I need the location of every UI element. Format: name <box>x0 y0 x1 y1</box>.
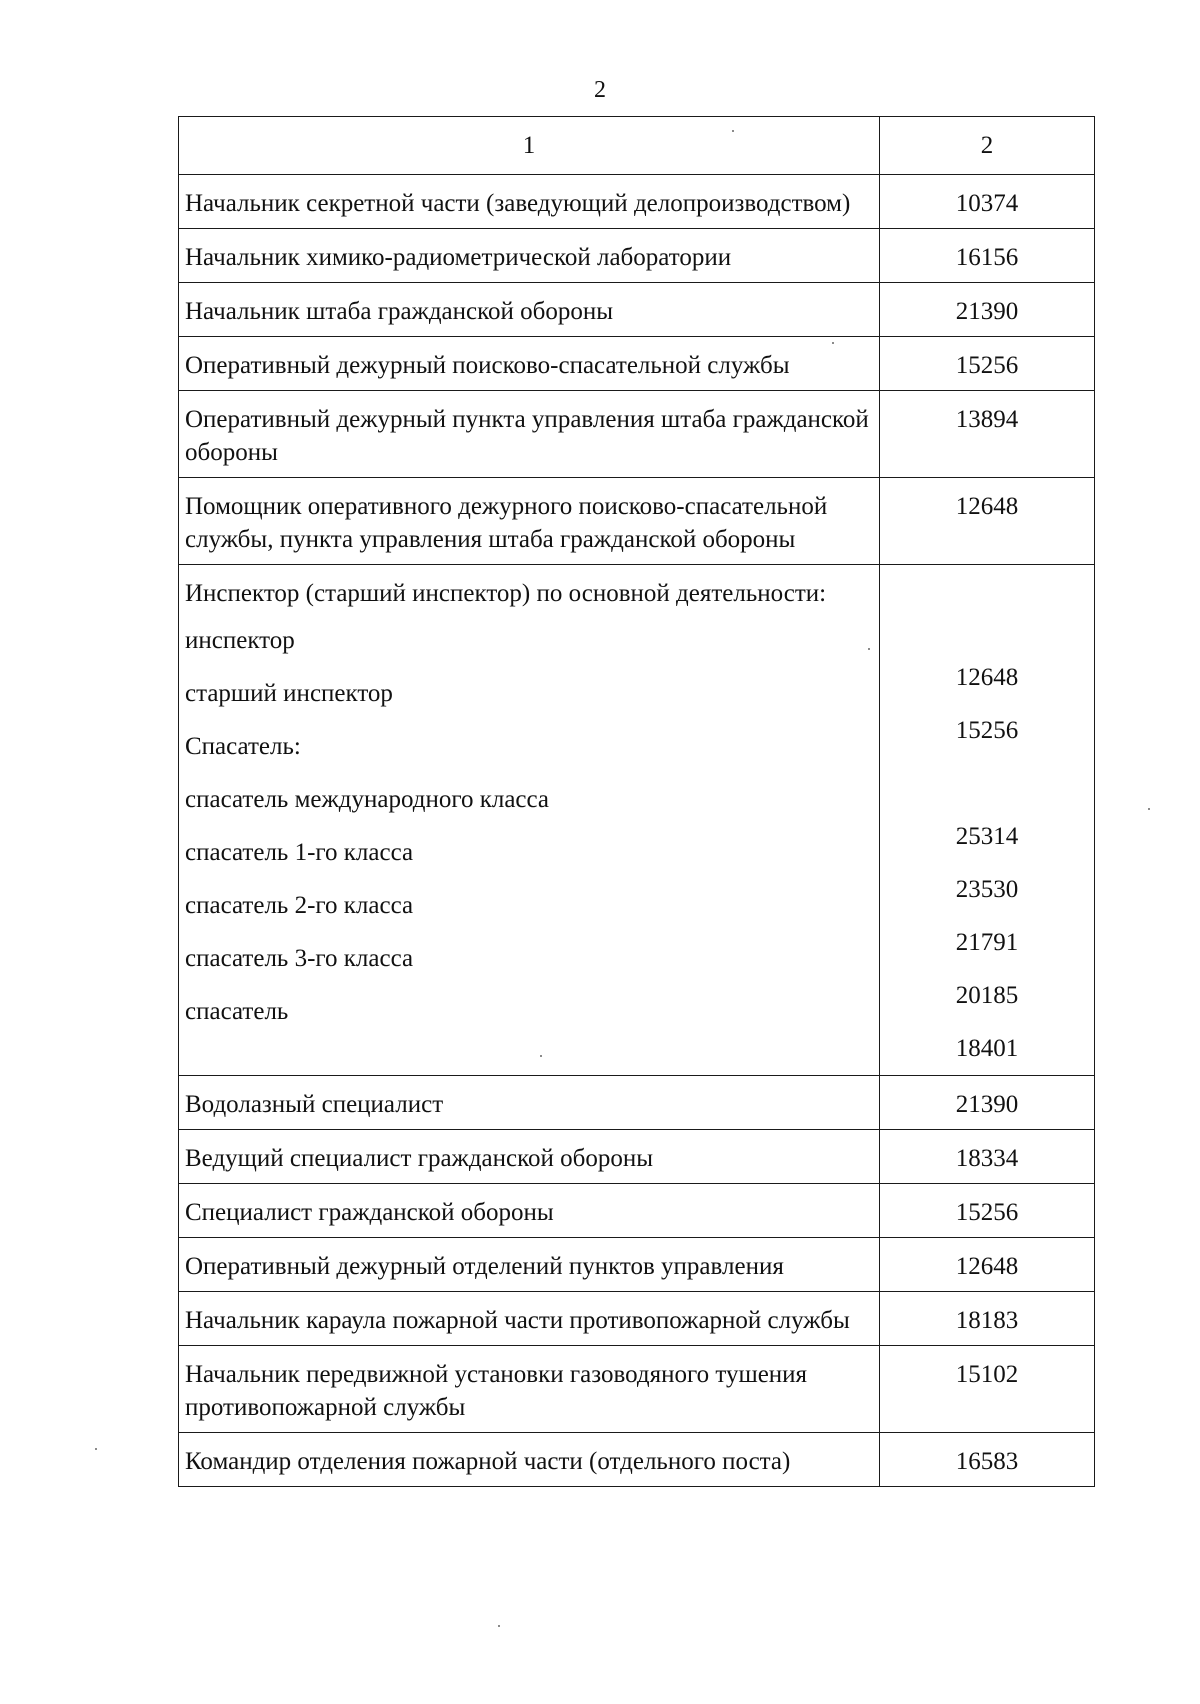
table-row <box>179 283 1095 337</box>
group-item-label: спасатель международного класса <box>185 786 550 813</box>
salary-cell: 15102 <box>880 1346 1095 1433</box>
salary-cell: 10374 <box>880 175 1095 229</box>
position-cell: Начальник караула пожарной части противопожарной службы <box>179 1292 880 1346</box>
position-cell: Оперативный дежурный поисково-спасательной службы <box>179 337 880 391</box>
scan-speck <box>498 1625 500 1627</box>
position-cell: Помощник оперативного дежурного поисково-спасательной службы, пункта управления штаба гражданской обороны <box>179 478 880 565</box>
position-cell: Специалист гражданской обороны <box>179 1184 880 1238</box>
rescuer-heading: Спасатель: <box>185 733 301 760</box>
table-row <box>179 1130 1095 1184</box>
scan-speck <box>1148 808 1150 810</box>
group-item-label: старший инспектор <box>185 680 393 707</box>
group-item-label: спасатель <box>185 998 289 1025</box>
salary-cell: 21390 <box>880 1076 1095 1130</box>
scan-speck <box>868 648 870 650</box>
salary-cell: 15256 <box>880 337 1095 391</box>
position-cell: Начальник секретной части (заведующий делопроизводством) <box>179 175 880 229</box>
salary-cell: 18334 <box>880 1130 1095 1184</box>
table-row <box>179 175 1095 229</box>
position-cell: Начальник штаба гражданской обороны <box>179 283 880 337</box>
table-row <box>179 229 1095 283</box>
group-item-label: инспектор <box>185 627 295 654</box>
group-item-value: 18401 <box>955 1035 1019 1062</box>
group-item-value: 15256 <box>955 717 1019 744</box>
scan-speck <box>95 1448 97 1450</box>
position-cell: Оперативный дежурный отделений пунктов управления <box>179 1238 880 1292</box>
salary-table <box>178 116 1095 1487</box>
position-cell: Водолазный специалист <box>179 1076 880 1130</box>
salary-cell: 12648 <box>880 1238 1095 1292</box>
salary-cell: 21390 <box>880 283 1095 337</box>
table-row <box>179 1076 1095 1130</box>
group-item-value: 23530 <box>955 876 1019 903</box>
scan-speck <box>540 1055 542 1057</box>
group-item-value: 25314 <box>955 823 1019 850</box>
position-cell: Начальник передвижной установки газоводяного тушения противопожарной службы <box>179 1346 880 1433</box>
header-cell-1: 1 <box>179 117 880 175</box>
inspector-heading: Инспектор (старший инспектор) по основной деятельности: <box>185 580 827 607</box>
table-row <box>179 1346 1095 1433</box>
group-item-value: 21791 <box>955 929 1019 956</box>
group-item-value: 12648 <box>955 664 1019 691</box>
salary-cell: 15256 <box>880 1184 1095 1238</box>
table-header-row <box>179 117 1095 175</box>
group-item-label: спасатель 2-го класса <box>185 892 414 919</box>
position-cell: Начальник химико-радиометрической лаборатории <box>179 229 880 283</box>
table-row <box>179 391 1095 478</box>
table-row-group <box>179 565 1095 1076</box>
salary-cell: 16583 <box>880 1433 1095 1487</box>
table-row <box>179 1433 1095 1487</box>
group-item-label: спасатель 1-го класса <box>185 839 414 866</box>
table-row <box>179 1238 1095 1292</box>
table-row <box>179 337 1095 391</box>
salary-cell: 13894 <box>880 391 1095 478</box>
salary-cell: 16156 <box>880 229 1095 283</box>
group-item-label: спасатель 3-го класса <box>185 945 414 972</box>
position-cell: Командир отделения пожарной части (отдельного поста) <box>179 1433 880 1487</box>
header-cell-2: 2 <box>880 117 1095 175</box>
scan-speck <box>732 130 734 132</box>
table-row <box>179 1184 1095 1238</box>
table-row <box>179 478 1095 565</box>
group-item-value: 20185 <box>955 982 1019 1009</box>
position-cell: Ведущий специалист гражданской обороны <box>179 1130 880 1184</box>
position-group-cell <box>179 565 880 1076</box>
salary-cell: 18183 <box>880 1292 1095 1346</box>
position-cell: Оперативный дежурный пункта управления штаба гражданской обороны <box>179 391 880 478</box>
table-row <box>179 1292 1095 1346</box>
salary-group-cell <box>880 565 1095 1076</box>
salary-cell: 12648 <box>880 478 1095 565</box>
scan-speck <box>832 342 834 344</box>
page-number: 2 <box>594 77 606 103</box>
